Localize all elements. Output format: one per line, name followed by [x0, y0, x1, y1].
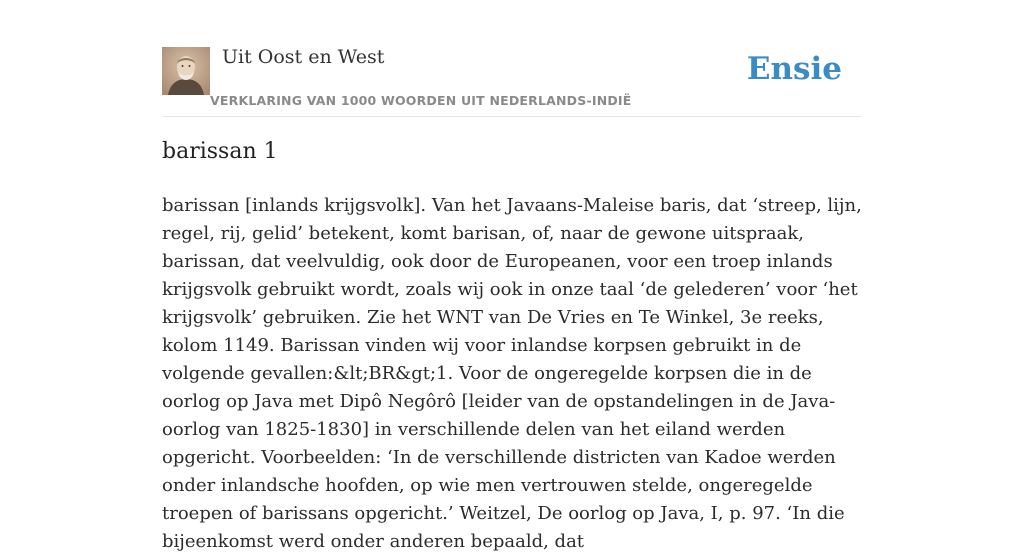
source-subtitle: VERKLARING VAN 1000 WOORDEN UIT NEDERLANDS-INDIË	[210, 93, 632, 108]
source-title[interactable]: Uit Oost en West	[222, 46, 385, 68]
ensie-logo-link[interactable]: Ensie	[746, 51, 842, 87]
source-avatar[interactable]	[162, 47, 210, 95]
entry-title: barissan 1	[162, 139, 278, 164]
entry-body-text: barissan [inlands krijgsvolk]. Van het Javaans-Maleise baris, dat ‘streep, lijn, regel, rij, gelid’ betekent, komt barisan, of, naar de gewone uitspraak, barissan, dat veelvuldig, ook door de Europeanen, voor een troep inlands krijgsvolk gebruikt wordt, zoals wij ook in onze taal ‘de gelederen’ voor ‘het krijgsvolk’ gebruiken. Zie het WNT van De Vries en Te Winkel, 3e reeks, kolom 1149. Barissan vinden wij voor inlandse korpsen gebruikt in de volgende gevallen:&lt;BR&gt;1. Voor de ongeregelde korpsen die in de oorlog op Java met Dipô Negôrô [leider van de opstandelingen in de Java-oorlog van 1825-1830] in verschillende delen van het eiland werden opgericht. Voorbeelden: ‘In de verschillende districten van Kadoe werden onder inlandsche hoofden, op wie men vertrouwen stelde, ongeregelde troepen of barissans opgericht.’ Weitzel, De oorlog op Java, I, p. 97. ‘In die bijeenkomst werd onder anderen bepaald, dat	[162, 195, 862, 552]
portrait-avatar-icon	[162, 47, 210, 95]
source-header	[162, 46, 862, 117]
